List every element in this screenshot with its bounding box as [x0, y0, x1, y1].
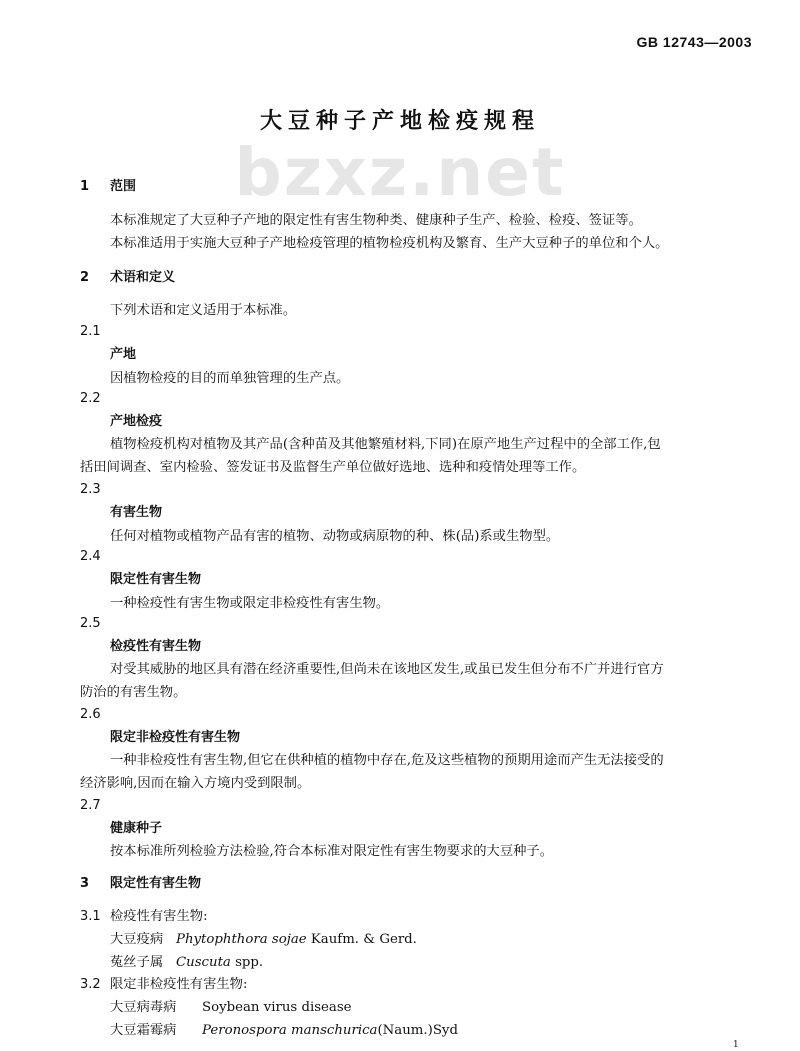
- pest-item: [110, 930, 417, 950]
- clause-2-5-definition-line-2: 防治的有害生物。: [80, 685, 187, 700]
- clause-2-7-term: 健康种子: [110, 821, 163, 836]
- section-2-intro: 下列术语和定义适用于本标准。: [110, 303, 297, 318]
- pest-scientific-name: Peronospora manschurica: [202, 1023, 378, 1038]
- section-1-paragraph-1: 本标准规定了大豆种子产地的限定性有害生物种类、健康种子生产、检验、检疫、签证等。: [110, 213, 642, 228]
- pest-authority: (Naum.)Syd: [377, 1023, 458, 1038]
- clause-3-1-label: 检疫性有害生物:: [110, 909, 208, 924]
- section-2-heading: [80, 268, 175, 288]
- clause-2-5-number: 2.5: [80, 616, 101, 631]
- clause-3-2-heading: [80, 975, 247, 995]
- pest-common-name: 菟丝子属: [110, 955, 164, 970]
- pest-scientific-name: Cuscuta: [176, 955, 231, 970]
- pest-item: [110, 1021, 458, 1041]
- section-1-number: 1: [80, 179, 90, 194]
- section-1-title: 范围: [110, 179, 137, 194]
- clause-2-3-number: 2.3: [80, 482, 101, 497]
- section-3-number: 3: [80, 876, 90, 891]
- section-1-paragraph-2: 本标准适用于实施大豆种子产地检疫管理的植物检疫机构及繁育、生产大豆种子的单位和个人。: [110, 236, 669, 251]
- section-2-number: 2: [80, 270, 90, 285]
- clause-2-6-number: 2.6: [80, 707, 101, 722]
- document-title: 大豆种子产地检疫规程: [259, 109, 540, 134]
- clause-2-3-definition: 任何对植物或植物产品有害的植物、动物或病原物的种、株(品)系或生物型。: [110, 529, 560, 544]
- pest-common-name: 大豆病毒病: [110, 1000, 177, 1015]
- clause-2-2-definition-line-1: 植物检疫机构对植物及其产品(含种苗及其他繁殖材料,下同)在原产地生产过程中的全部工作,包: [110, 437, 661, 452]
- section-3-title: 限定性有害生物: [110, 876, 202, 891]
- clause-2-7-number: 2.7: [80, 798, 101, 813]
- clause-2-1-definition: 因植物检疫的目的而单独管理的生产点。: [110, 371, 350, 386]
- pest-item: [110, 953, 263, 973]
- pest-scientific-name: Phytophthora sojae: [176, 932, 307, 947]
- clause-2-5-definition-line-1: 对受其威胁的地区具有潜在经济重要性,但尚未在该地区发生,或虽已发生但分布不广并进行官方: [110, 662, 664, 677]
- section-1-heading: [80, 177, 136, 197]
- clause-2-6-term: 限定非检疫性有害生物: [110, 730, 241, 745]
- clause-2-6-definition-line-1: 一种非检疫性有害生物,但它在供种植的植物中存在,危及这些植物的预期用途而产生无法接受的: [110, 753, 664, 768]
- pest-authority: Kaufm. & Gerd.: [306, 932, 417, 947]
- clause-2-2-definition-line-2: 括田间调查、室内检验、签发证书及监督生产单位做好选地、选种和疫情处理等工作。: [80, 460, 586, 475]
- clause-2-7-definition: 按本标准所列检验方法检验,符合本标准对限定性有害生物要求的大豆种子。: [110, 844, 554, 859]
- clause-2-1-number: 2.1: [80, 324, 101, 339]
- pest-description: Soybean virus disease: [202, 1000, 352, 1015]
- section-2-title: 术语和定义: [110, 270, 176, 285]
- clause-2-4-number: 2.4: [80, 549, 101, 564]
- clause-3-2-number: 3.2: [80, 977, 101, 992]
- watermark: bzxz.net: [234, 134, 566, 211]
- pest-authority: spp.: [230, 955, 264, 970]
- clause-2-2-term: 产地检疫: [110, 414, 163, 429]
- pest-common-name: 大豆霜霉病: [110, 1023, 177, 1038]
- section-3-heading: [80, 874, 201, 894]
- clause-2-3-term: 有害生物: [110, 505, 163, 520]
- clause-2-4-term: 限定性有害生物: [110, 572, 202, 587]
- pest-common-name: 大豆疫病: [110, 932, 164, 947]
- clause-2-2-number: 2.2: [80, 391, 101, 406]
- standard-code: GB 12743—2003: [636, 34, 752, 50]
- clause-3-2-label: 限定非检疫性有害生物:: [110, 977, 248, 992]
- clause-3-1-heading: [80, 907, 208, 927]
- clause-2-5-term: 检疫性有害生物: [110, 639, 202, 654]
- clause-2-6-definition-line-2: 经济影响,因而在输入方境内受到限制。: [80, 776, 311, 791]
- clause-2-1-term: 产地: [110, 347, 137, 362]
- clause-3-1-number: 3.1: [80, 909, 101, 924]
- clause-2-4-definition: 一种检疫性有害生物或限定非检疫性有害生物。: [110, 596, 390, 611]
- pest-item: [110, 998, 352, 1018]
- page-number: 1: [733, 1040, 739, 1050]
